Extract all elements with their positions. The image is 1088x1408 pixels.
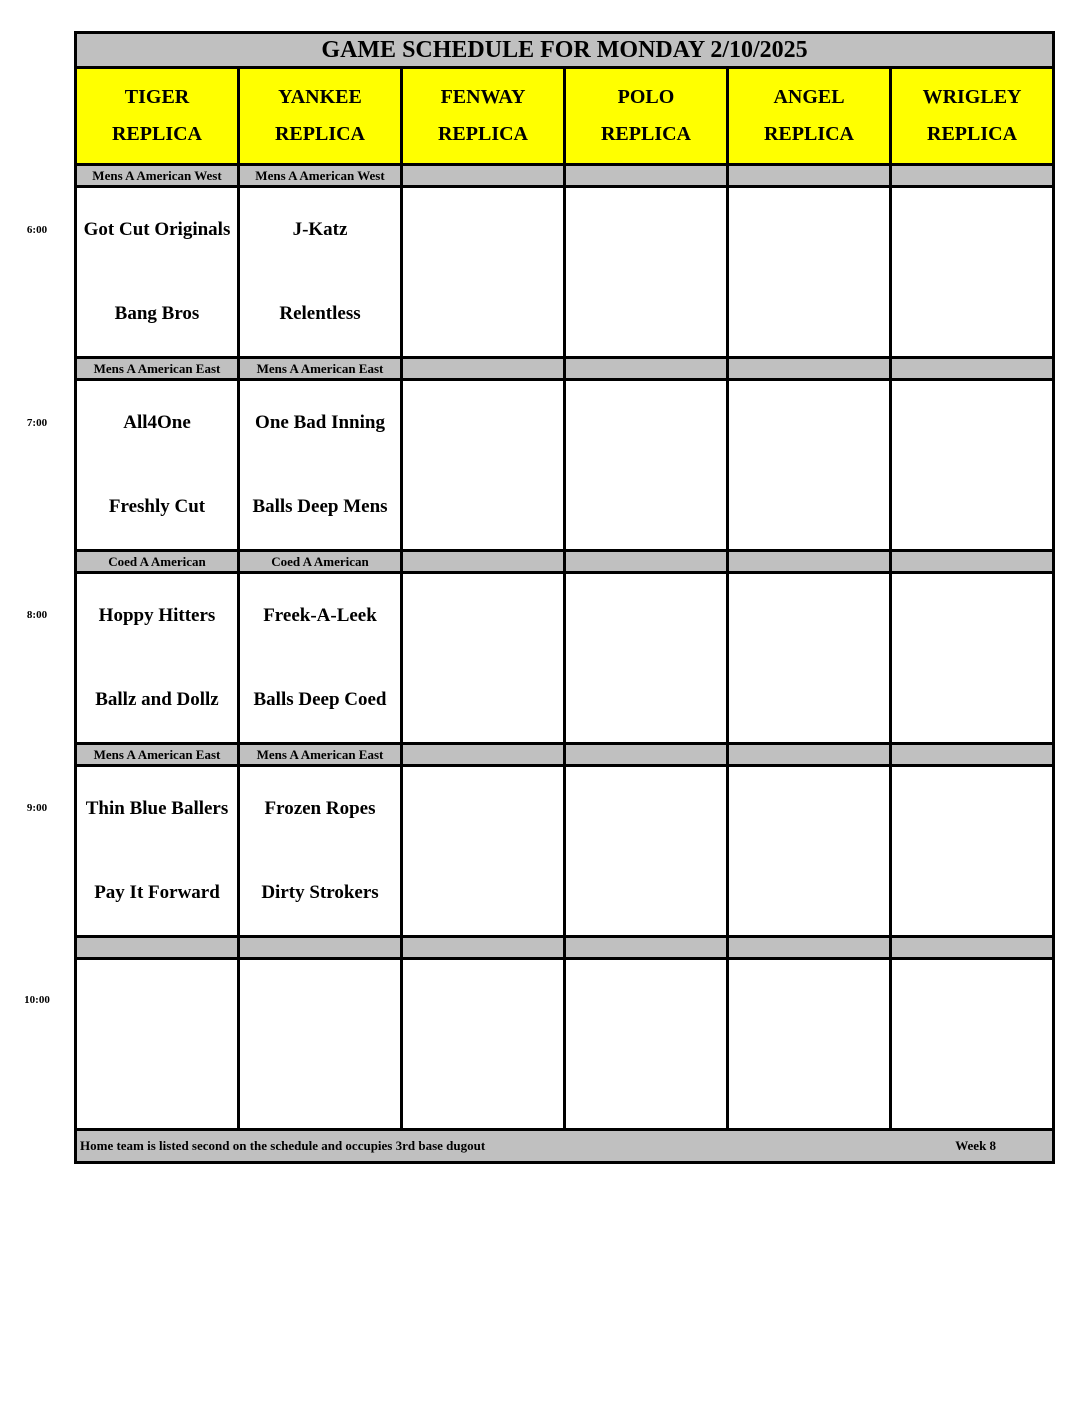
footer-note: Home team is listed second on the schedule and occupies 3rd base dugout <box>80 1138 486 1153</box>
home-team <box>892 851 1052 935</box>
home-team <box>403 1044 563 1128</box>
field-name: YANKEE <box>278 86 362 108</box>
game-cell <box>402 573 565 744</box>
home-team <box>566 658 726 742</box>
title-row <box>76 33 1054 68</box>
away-team <box>892 960 1052 1044</box>
field-name: WRIGLEY <box>922 86 1022 108</box>
home-team <box>240 1044 400 1128</box>
division-row <box>76 551 1054 573</box>
field-header-fenway <box>402 68 565 165</box>
division-label <box>728 165 891 187</box>
game-row <box>76 959 1054 1130</box>
field-header-wrigley <box>891 68 1054 165</box>
field-name: FENWAY <box>440 86 526 108</box>
time-slot-label: 8:00 <box>26 609 48 621</box>
division-row <box>76 165 1054 187</box>
away-team: J-Katz <box>292 219 348 240</box>
field-header-row <box>76 68 1054 165</box>
game-cell <box>891 187 1054 358</box>
field-name: TIGER <box>124 86 190 108</box>
game-cell <box>76 573 239 744</box>
away-team <box>892 574 1052 658</box>
division-label: Mens A American West <box>76 165 239 187</box>
game-row <box>76 380 1054 551</box>
field-sub: REPLICA <box>274 123 365 145</box>
game-cell <box>891 573 1054 744</box>
home-team: Dirty Strokers <box>261 882 379 903</box>
game-cell <box>565 573 728 744</box>
division-label <box>891 937 1054 959</box>
home-team: Balls Deep Coed <box>253 689 387 710</box>
away-team <box>566 188 726 272</box>
away-team: Thin Blue Ballers <box>85 798 229 819</box>
home-team <box>566 851 726 935</box>
home-team: Ballz and Dollz <box>95 689 219 710</box>
home-team: Balls Deep Mens <box>252 496 388 517</box>
away-team <box>892 767 1052 851</box>
footer-row <box>76 1130 1054 1163</box>
game-cell <box>239 959 402 1130</box>
home-team <box>892 1044 1052 1128</box>
schedule-title: GAME SCHEDULE FOR MONDAY 2/10/2025 <box>76 33 1054 68</box>
home-team <box>403 658 563 742</box>
division-label: Mens A American West <box>239 165 402 187</box>
division-label <box>565 744 728 766</box>
away-team: All4One <box>123 412 191 433</box>
division-label: Mens A American East <box>239 744 402 766</box>
home-team <box>403 851 563 935</box>
away-team <box>403 767 563 851</box>
away-team: One Bad Inning <box>255 412 385 433</box>
field-sub: REPLICA <box>763 123 854 145</box>
home-team <box>892 465 1052 549</box>
away-team <box>892 188 1052 272</box>
game-cell <box>402 380 565 551</box>
week-label: Week 8 <box>955 1138 997 1153</box>
division-label <box>239 937 402 959</box>
game-cell <box>891 959 1054 1130</box>
division-label: Coed A American <box>239 551 402 573</box>
away-team <box>729 574 889 658</box>
home-team: Pay It Forward <box>94 882 220 903</box>
division-label <box>891 358 1054 380</box>
game-cell <box>565 380 728 551</box>
game-cell <box>565 766 728 937</box>
away-team <box>729 188 889 272</box>
game-cell <box>728 380 891 551</box>
field-header-yankee <box>239 68 402 165</box>
division-row <box>76 744 1054 766</box>
home-team <box>729 851 889 935</box>
home-team <box>729 272 889 356</box>
field-sub: REPLICA <box>927 123 1018 145</box>
division-label <box>728 937 891 959</box>
away-team <box>729 381 889 465</box>
division-label <box>402 937 565 959</box>
home-team: Relentless <box>279 303 361 324</box>
field-sub: REPLICA <box>437 123 528 145</box>
game-schedule-table <box>74 31 1055 1164</box>
division-label <box>891 551 1054 573</box>
game-cell <box>239 380 402 551</box>
division-label <box>565 165 728 187</box>
division-label <box>728 358 891 380</box>
home-team: Freshly Cut <box>108 496 206 517</box>
footer-cell <box>76 1130 1054 1163</box>
home-team <box>77 1044 237 1128</box>
division-label <box>402 551 565 573</box>
division-label <box>402 744 565 766</box>
away-team <box>566 960 726 1044</box>
field-sub: REPLICA <box>600 123 691 145</box>
home-team <box>729 465 889 549</box>
time-slot-label: 10:00 <box>24 994 50 1006</box>
away-team <box>566 381 726 465</box>
division-label <box>565 551 728 573</box>
division-row <box>76 937 1054 959</box>
home-team <box>403 272 563 356</box>
division-label <box>565 937 728 959</box>
home-team <box>729 1044 889 1128</box>
game-cell <box>565 187 728 358</box>
field-header-angel <box>728 68 891 165</box>
division-label: Mens A American East <box>76 358 239 380</box>
game-row <box>76 187 1054 358</box>
game-cell <box>891 766 1054 937</box>
home-team <box>566 465 726 549</box>
home-team <box>403 465 563 549</box>
division-label <box>76 937 239 959</box>
game-cell <box>76 766 239 937</box>
game-cell <box>76 959 239 1130</box>
game-cell <box>239 766 402 937</box>
home-team <box>729 658 889 742</box>
away-team <box>403 574 563 658</box>
game-cell <box>728 573 891 744</box>
field-header-polo <box>565 68 728 165</box>
division-row <box>76 358 1054 380</box>
away-team <box>77 960 237 1044</box>
division-label <box>891 744 1054 766</box>
game-cell <box>565 959 728 1130</box>
game-cell <box>402 187 565 358</box>
division-label <box>565 358 728 380</box>
away-team <box>729 960 889 1044</box>
game-cell <box>728 766 891 937</box>
game-cell <box>402 959 565 1130</box>
division-label: Coed A American <box>76 551 239 573</box>
division-label <box>728 551 891 573</box>
game-row <box>76 573 1054 744</box>
away-team: Hoppy Hitters <box>98 605 216 626</box>
field-header-tiger <box>76 68 239 165</box>
away-team <box>566 767 726 851</box>
division-label <box>402 358 565 380</box>
game-cell <box>891 380 1054 551</box>
away-team <box>403 381 563 465</box>
away-team: Got Cut Originals <box>83 219 231 240</box>
game-cell <box>239 573 402 744</box>
field-sub: REPLICA <box>111 123 202 145</box>
game-cell <box>76 380 239 551</box>
home-team <box>892 272 1052 356</box>
home-team: Bang Bros <box>114 303 200 324</box>
game-cell <box>239 187 402 358</box>
home-team <box>566 1044 726 1128</box>
time-slot-label: 7:00 <box>26 416 48 429</box>
away-team <box>240 960 400 1044</box>
game-cell <box>76 187 239 358</box>
division-label: Mens A American East <box>76 744 239 766</box>
time-slot-label: 9:00 <box>26 801 48 814</box>
division-label: Mens A American East <box>239 358 402 380</box>
home-team <box>566 272 726 356</box>
away-team: Freek-A-Leek <box>263 605 377 626</box>
home-team <box>892 658 1052 742</box>
division-label <box>728 744 891 766</box>
game-cell <box>402 766 565 937</box>
away-team <box>729 767 889 851</box>
away-team <box>566 574 726 658</box>
game-cell <box>728 959 891 1130</box>
game-row <box>76 766 1054 937</box>
away-team <box>403 188 563 272</box>
division-label <box>891 165 1054 187</box>
away-team <box>403 960 563 1044</box>
away-team <box>892 381 1052 465</box>
field-name: POLO <box>617 86 675 108</box>
game-cell <box>728 187 891 358</box>
away-team: Frozen Ropes <box>264 798 376 819</box>
division-label <box>402 165 565 187</box>
time-slot-label: 6:00 <box>26 224 48 236</box>
field-name: ANGEL <box>773 86 845 108</box>
